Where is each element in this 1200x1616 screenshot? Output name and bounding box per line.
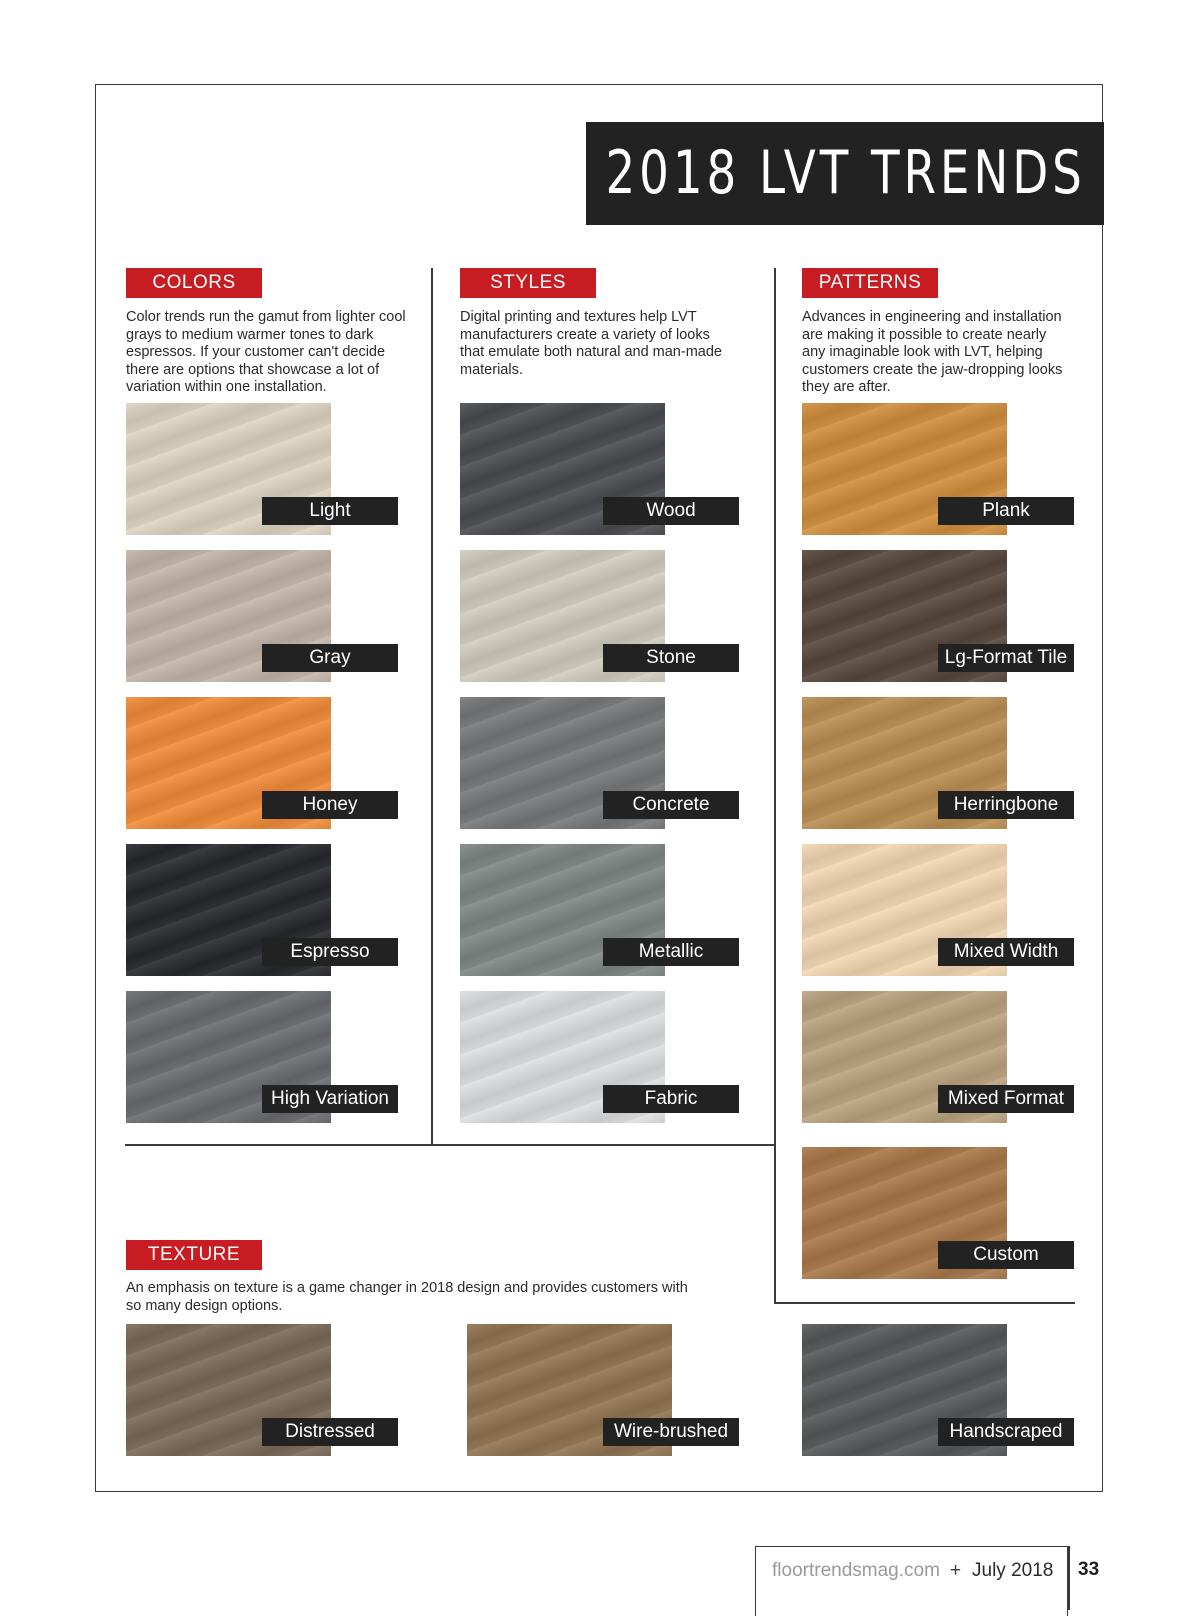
tag-herringbone: Herringbone [938,791,1074,819]
tag-fabric: Fabric [603,1085,739,1113]
footer-divider [1068,1546,1070,1610]
title-banner [586,122,1104,225]
styles-description: Digital printing and textures help LVT manufacturers create a variety of looks that emulate both natural and man-made materials. [460,309,722,378]
tag-wood: Wood [603,497,739,525]
patterns-label: PATTERNS [802,268,938,298]
tag-metallic: Metallic [603,938,739,966]
page-number: 33 [1078,1559,1100,1580]
column-divider-1 [431,268,433,1144]
tag-mixed-format: Mixed Format [938,1085,1074,1113]
section-divider-top [125,1144,775,1146]
tag-distressed: Distressed [262,1418,398,1446]
section-divider-right [774,1302,1075,1304]
tag-plank: Plank [938,497,1074,525]
texture-label: TEXTURE [126,1240,262,1270]
tag-gray: Gray [262,644,398,672]
tag-mixed-width: Mixed Width [938,938,1074,966]
colors-label: COLORS [126,268,262,298]
texture-description: An emphasis on texture is a game changer in 2018 design and provides customers with so many design options. [126,1280,688,1314]
column-divider-2 [774,268,776,1303]
tag-light: Light [262,497,398,525]
styles-label: STYLES [460,268,596,298]
tag-stone: Stone [603,644,739,672]
tag-concrete: Concrete [603,791,739,819]
colors-description: Color trends run the gamut from lighter cool grays to medium warmer tones to dark espressos. If your customer can't decide there are options that showcase a lot of variation within one installation. [126,309,406,395]
footer-date: July 2018 [972,1560,1054,1581]
footer-separator: + [950,1560,962,1581]
tag-lg-format-tile: Lg-Format Tile [938,644,1074,672]
tag-custom: Custom [938,1241,1074,1269]
page-title: 2018 LVT TRENDS [605,138,1086,208]
tag-handscraped: Handscraped [938,1418,1074,1446]
tag-honey: Honey [262,791,398,819]
footer-site: floortrendsmag.com [772,1560,940,1581]
tag-wire-brushed: Wire-brushed [603,1418,739,1446]
patterns-description: Advances in engineering and installation are making it possible to create nearly any imaginable look with LVT, helping customers create the jaw-dropping looks they are after. [802,309,1063,395]
tag-high-variation: High Variation [262,1085,398,1113]
tag-espresso: Espresso [262,938,398,966]
